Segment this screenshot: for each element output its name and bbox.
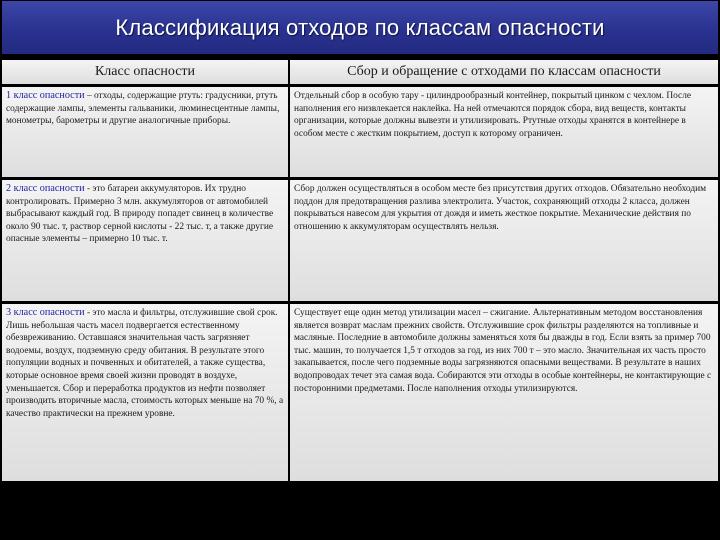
- class-cell: [2, 180, 288, 301]
- table-row: [2, 304, 718, 481]
- class-cell: [2, 304, 288, 481]
- class-description: - это батареи аккумуляторов. Их трудно контролировать. Примерно 3 млн. аккумуляторов от автомобилей выбрасывают каждый год. В природу попадет свинец в количестве около 90 тыс. т, раствор серной кислоты - 22 тыс. т, а также другие опасные элементы – примерно 10 тыс. т.: [6, 184, 274, 245]
- handling-cell: Отдельный сбор в особую тару - цилиндрообразный контейнер, покрытый цинком с чехлом. После наполнения его низвлекается наклейка. На ней отмечаются порядок сбора, вид веществ, контакты организации, которые должны вывезти и утилизировать. Ртутные отходы хранятся в контейнере в особом месте с жестким покрытием, доступ к которому ограничен.: [290, 87, 718, 177]
- class-description: - это масла и фильтры, отслужившие свой срок. Лишь небольшая часть масел подвергается естественному обезвреживанию. Оставшаяся значительная часть загрязняет водоемы, воздух, подземную среду обитания. В результате этого популяции водных и почвенных и обитателей, а также существа, которые основное время своей жизни проводят в воздухе, уменьшается. Сбор и переработка продуктов из нефти позволяет производить вторичные масла, стоимость которых меньше на 70 %, а качество практически на прежнем уровне.: [6, 308, 284, 419]
- header-hazard-class: Класс опасности: [2, 60, 288, 84]
- header-handling: Сбор и обращение с отходами по классам опасности: [290, 60, 718, 84]
- class-name: 2 класс опасности: [6, 183, 85, 194]
- handling-cell: Сбор должен осуществляться в особом месте без присутствия других отходов. Обязательно необходим поддон для предотвращения разлива электролита. Участок, сохраняющий отходы 2 класса, должен покрываться навесом для укрытия от дождя и иметь жесткое покрытие. Механические действия по отношению к аккумуляторам осуществлять нельзя.: [290, 180, 718, 301]
- handling-cell: Существует еще один метод утилизации масел – сжигание. Альтернативным методом восстановления является возврат маслам прежних свойств. Отслужившие срок фильтры разделяются на топливные и масляные. Последние в автомобиле должны заменяться хотя бы дважды в год. Если взять за пример 700 тыс. машин, то получается 1,5 т отходов за год, из них 700 т – это масло. Значительная их часть просто закапывается, после чего подземные воды загрязняются опасными веществами. В результате в наших водопроводах течет эта самая вода. Собираются эти отходы в особые контейнеры, не контактирующие с посторонними предметами. После наполнения отходы утилизируются.: [290, 304, 718, 481]
- class-name: 1 класс опасности: [6, 90, 85, 101]
- class-cell: [2, 87, 288, 177]
- table-row: [2, 87, 718, 177]
- title-bar: [2, 1, 718, 54]
- table-header-row: [2, 60, 718, 84]
- table-row: [2, 180, 718, 301]
- class-description: – отходы, содержащие ртуть: градусники, ртуть содержащие лампы, элементы гальваники, люминесцентные лампы, монометры, барометры и другие аналогичные приборы.: [6, 91, 280, 127]
- class-name: 3 класс опасности: [6, 307, 85, 318]
- hazard-classes-table: [0, 57, 720, 484]
- page-title: Классификация отходов по классам опасности: [115, 14, 605, 40]
